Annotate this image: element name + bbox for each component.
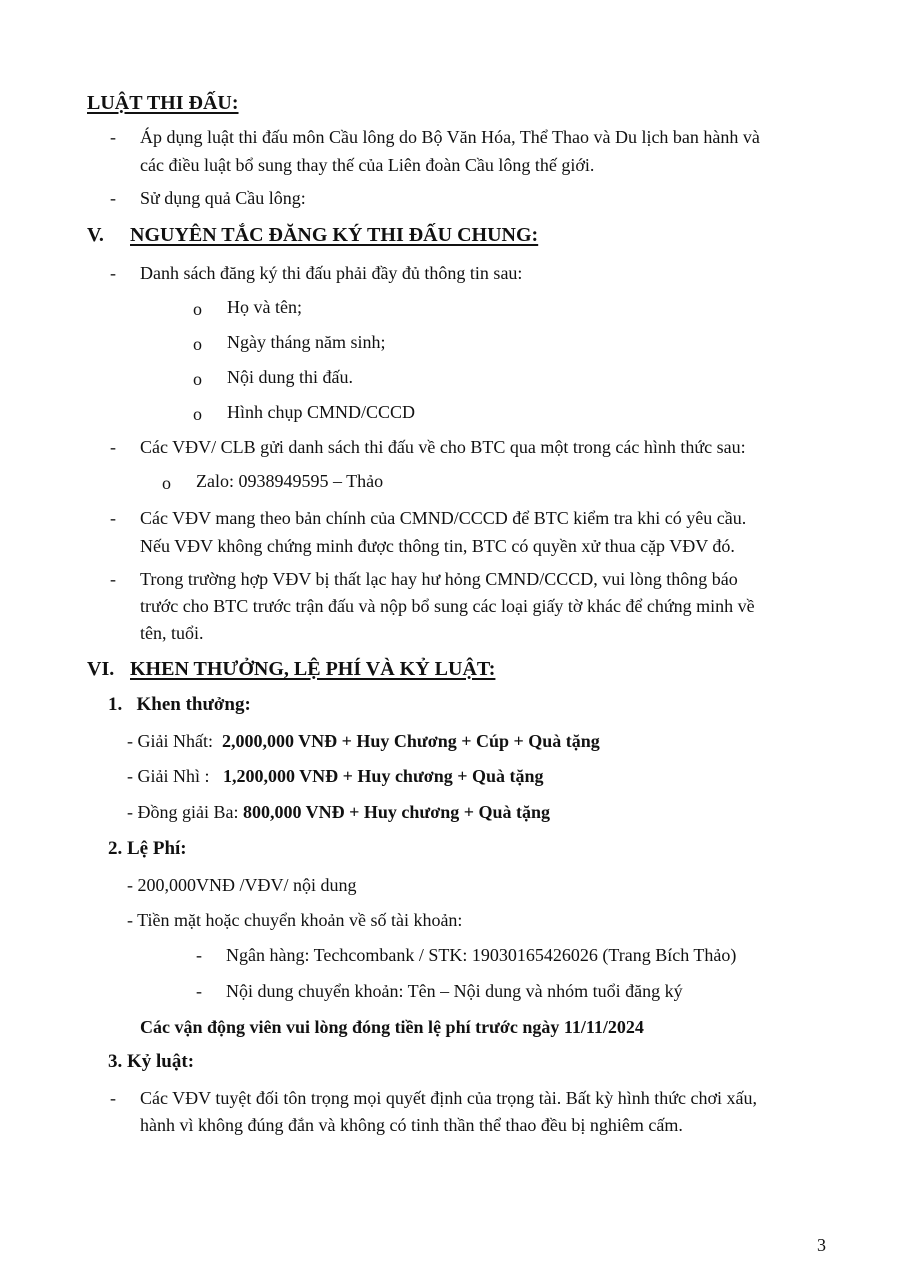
ky-luat-line-1: Các VĐV tuyệt đối tôn trọng mọi quyết định của trọng tài. Bất kỳ hình thức chơi xấu, (140, 1088, 758, 1108)
bank-info: Ngân hàng: Techcombank / STK: 19030165426026 (Trang Bích Thảo) (226, 945, 737, 965)
prize-row-1 (127, 730, 600, 752)
circle-bullet-icon: o (193, 404, 202, 424)
prize-row-2 (127, 765, 544, 787)
prize-label: - Đồng giải Ba: (127, 802, 243, 822)
zalo-contact: Zalo: 0938949595 – Thảo (196, 471, 384, 491)
section-vi-heading: KHEN THƯỞNG, LỆ PHÍ VÀ KỶ LUẬT: (130, 658, 496, 680)
bullet-dash: - (110, 1088, 116, 1108)
bullet-dash: - (110, 437, 116, 457)
circle-bullet-icon: o (193, 334, 202, 354)
section-v-heading: NGUYÊN TẮC ĐĂNG KÝ THI ĐẤU CHUNG: (130, 224, 539, 246)
luat-item-2: Sử dụng quả Cầu lông: (140, 188, 306, 208)
prize-label: - Giải Nhì : (127, 766, 223, 786)
bullet-dash: - (110, 569, 116, 589)
info-item: Ngày tháng năm sinh; (227, 332, 386, 352)
bullet-dash: - (110, 508, 116, 528)
section-v-item-3-line-1: Các VĐV mang theo bản chính của CMND/CCCD để BTC kiểm tra khi có yêu cầu. (140, 508, 747, 528)
section-vi-number: VI. (87, 658, 115, 680)
bullet-dash: - (110, 263, 116, 283)
prize-value: 800,000 VNĐ + Huy chương + Quà tặng (242, 802, 550, 822)
prize-label: - Giải Nhất: (127, 731, 222, 751)
fee-line: - 200,000VNĐ /VĐV/ nội dung (127, 875, 357, 895)
section-v-item-2: Các VĐV/ CLB gửi danh sách thi đấu về cho BTC qua một trong các hình thức sau: (140, 437, 746, 457)
circle-bullet-icon: o (193, 369, 202, 389)
luat-thi-dau-heading: LUẬT THI ĐẤU: (87, 92, 239, 114)
khen-thuong-heading: 1. Khen thưởng: (108, 694, 251, 715)
prize-row-3 (127, 801, 550, 823)
info-item: Hình chụp CMND/CCCD (227, 402, 416, 422)
transfer-note: Nội dung chuyển khoản: Tên – Nội dung và nhóm tuổi đăng ký (226, 981, 683, 1001)
section-v-item-3-line-2: Nếu VĐV không chứng minh được thông tin, BTC có quyền xử thua cặp VĐV đó. (140, 536, 735, 556)
bullet-dash: - (196, 945, 202, 965)
page-number: 3 (817, 1235, 826, 1255)
ky-luat-line-2: hành vì không đúng đắn và không có tinh thần thể thao đều bị nghiêm cấm. (140, 1115, 683, 1135)
le-phi-heading: 2. Lệ Phí: (108, 838, 187, 859)
bullet-dash: - (110, 127, 116, 147)
payment-line: - Tiền mặt hoặc chuyển khoản về số tài khoản: (127, 910, 463, 930)
prize-value: 1,200,000 VNĐ + Huy chương + Quà tặng (223, 766, 544, 786)
ky-luat-heading: 3. Kỷ luật: (108, 1051, 195, 1072)
fee-deadline: Các vận động viên vui lòng đóng tiền lệ phí trước ngày 11/11/2024 (140, 1017, 644, 1037)
luat-item-1-line-2: các điều luật bổ sung thay thế của Liên đoàn Cầu lông thế giới. (140, 155, 595, 175)
luat-item-1-line-1: Áp dụng luật thi đấu môn Cầu lông do Bộ Văn Hóa, Thể Thao và Du lịch ban hành và (140, 127, 760, 147)
section-v-item-4-line-2: trước cho BTC trước trận đấu và nộp bổ sung các loại giấy tờ khác để chứng minh về (140, 596, 755, 616)
section-v-item-4-line-3: tên, tuổi. (140, 623, 204, 643)
bullet-dash: - (196, 981, 202, 1001)
section-v-item-4-line-1: Trong trường hợp VĐV bị thất lạc hay hư hỏng CMND/CCCD, vui lòng thông báo (140, 569, 738, 589)
info-item: Nội dung thi đấu. (227, 367, 353, 387)
circle-bullet-icon: o (162, 473, 171, 493)
bullet-dash: - (110, 188, 116, 208)
section-v-number: V. (87, 224, 104, 246)
info-item: Họ và tên; (227, 297, 302, 317)
prize-value: 2,000,000 VNĐ + Huy Chương + Cúp + Quà tặng (221, 731, 600, 751)
circle-bullet-icon: o (193, 299, 202, 319)
section-v-item-1: Danh sách đăng ký thi đấu phải đầy đủ thông tin sau: (140, 263, 523, 283)
